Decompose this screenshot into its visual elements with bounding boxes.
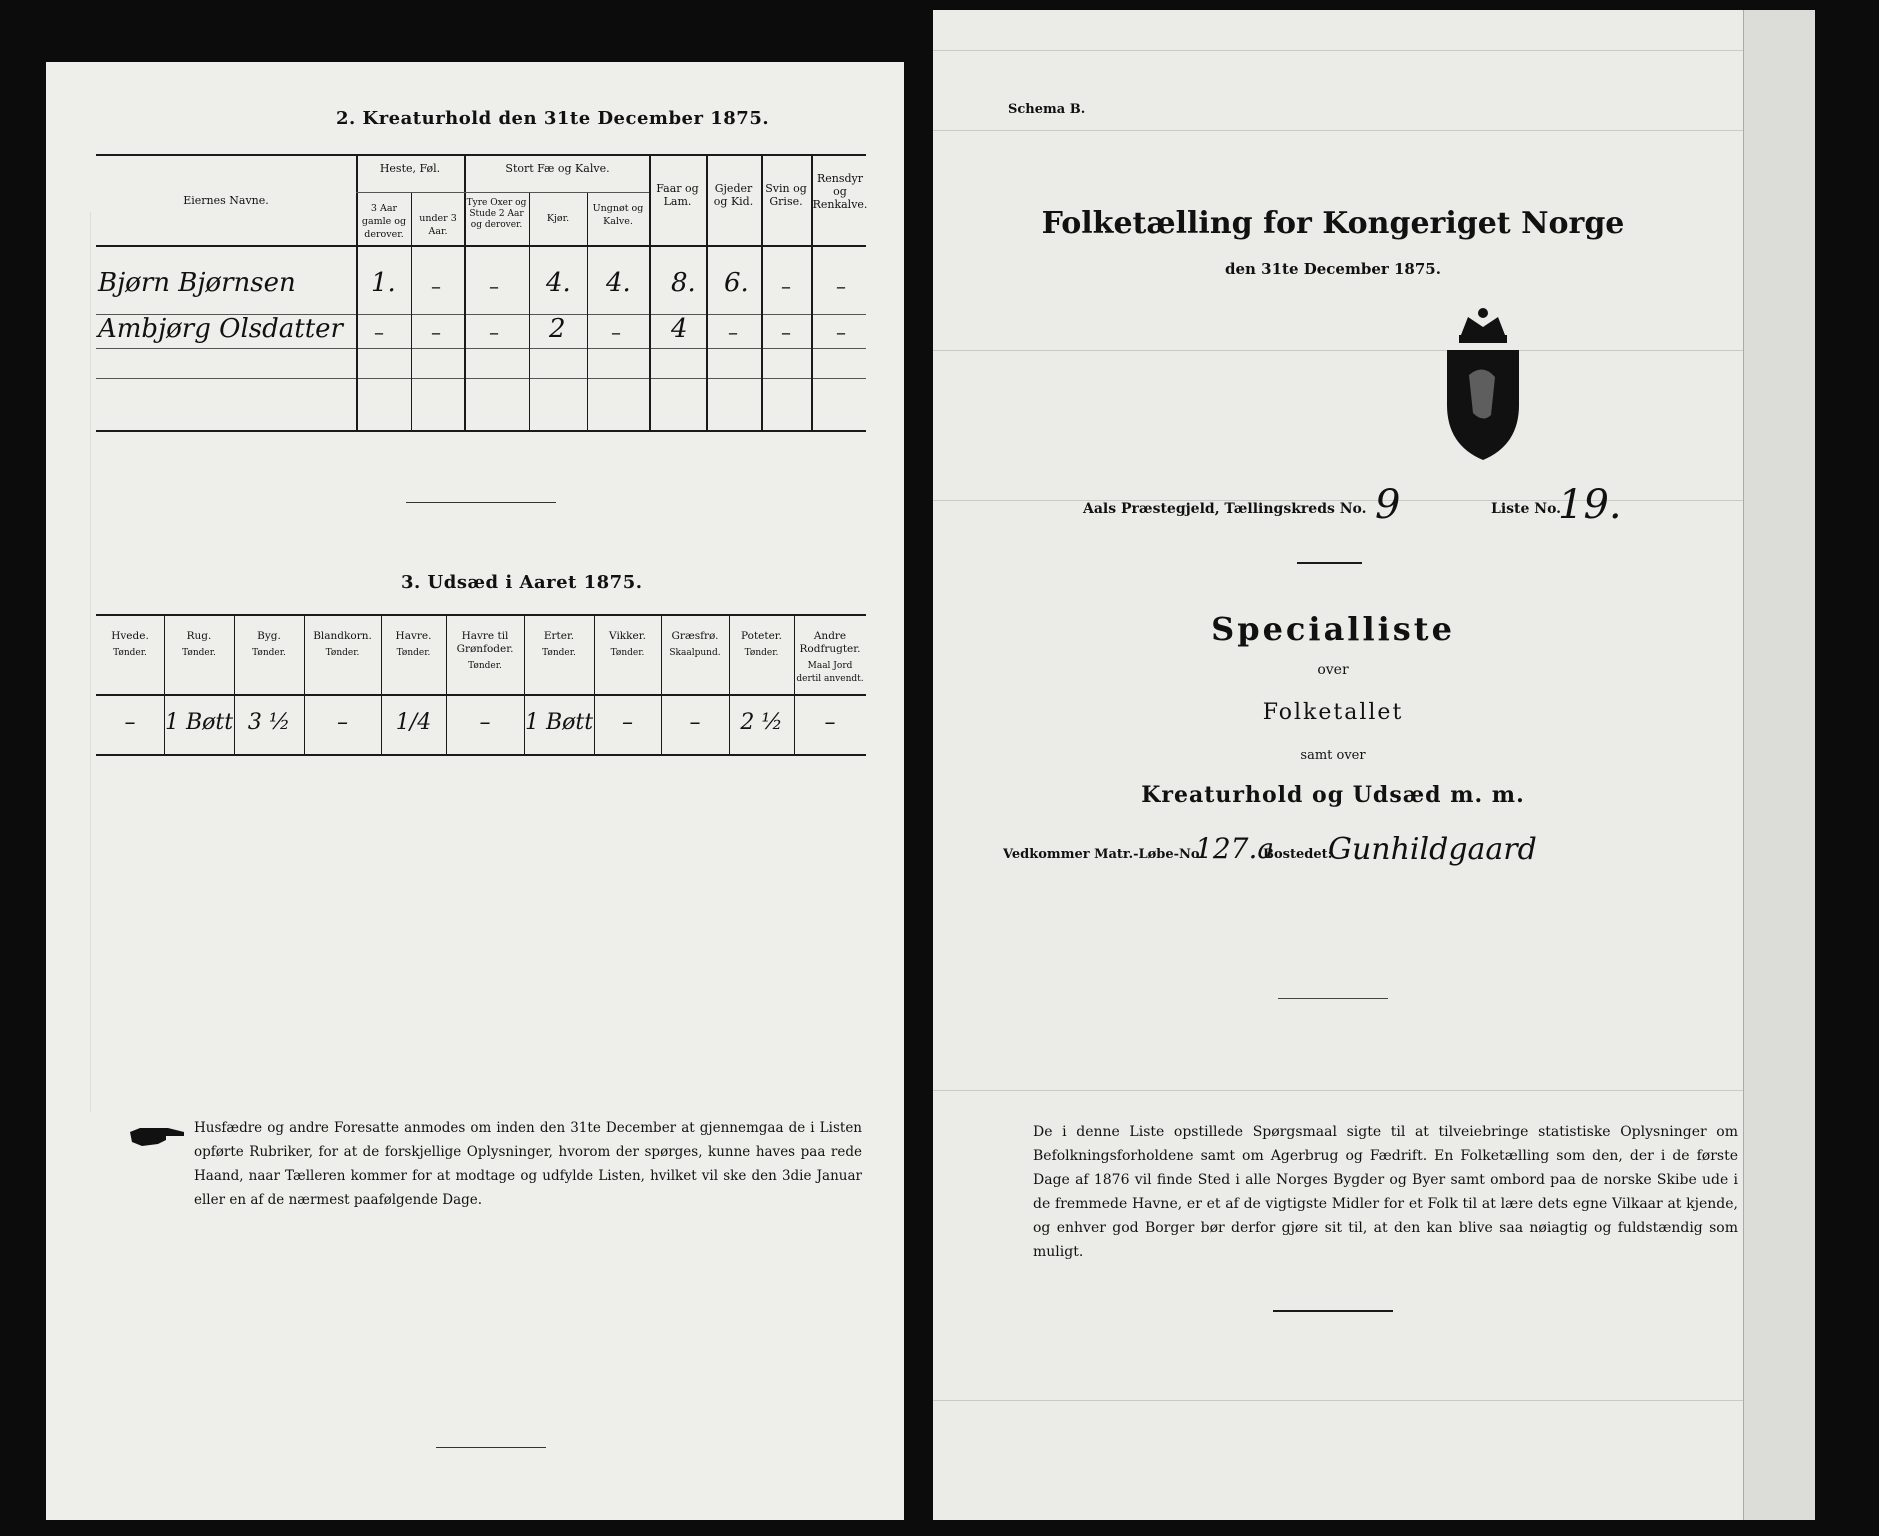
cell-rensdyr: – bbox=[836, 274, 846, 298]
table-col-rule bbox=[381, 614, 382, 754]
header-stort-b: Kjør. bbox=[546, 213, 570, 224]
table-rule bbox=[96, 154, 866, 156]
over-label: over bbox=[1317, 662, 1349, 678]
cell-svin: – bbox=[781, 320, 791, 344]
header-heste: Heste, Føl. bbox=[379, 162, 441, 175]
table-rule bbox=[96, 430, 866, 432]
crop-value: 2 ½ bbox=[740, 710, 783, 735]
table-col-rule bbox=[661, 614, 662, 754]
header-10 bbox=[794, 630, 866, 686]
header-0 bbox=[96, 630, 164, 660]
table-col-rule bbox=[529, 192, 530, 430]
header-9 bbox=[729, 630, 794, 660]
header-1 bbox=[164, 630, 234, 660]
cell-stort-a: – bbox=[489, 274, 499, 298]
crop-unit: Tønder. bbox=[468, 661, 502, 671]
cell-stort-b: 4. bbox=[546, 268, 571, 298]
section3-title: 3. Udsæd i Aaret 1875. bbox=[401, 572, 643, 593]
schema-label: Schema B. bbox=[1008, 102, 1086, 117]
left-page bbox=[46, 62, 904, 1520]
cell-heste-a: 1. bbox=[371, 268, 396, 298]
crop-unit: Tønder. bbox=[610, 648, 645, 658]
header-svin: Svin og Grise. bbox=[765, 182, 807, 208]
table-col-rule bbox=[729, 614, 730, 754]
crop-name: Blandkorn. bbox=[313, 630, 372, 642]
crop-value: – bbox=[479, 710, 491, 735]
ghost-rule bbox=[933, 350, 1815, 351]
header-heste-a: 3 Aar gamle og derover. bbox=[361, 203, 407, 240]
divider bbox=[1273, 1310, 1393, 1312]
table-col-rule bbox=[464, 154, 466, 430]
crop-value: 3 ½ bbox=[247, 710, 291, 735]
table-rule bbox=[96, 754, 866, 756]
crop-value: – bbox=[124, 710, 136, 735]
crop-value: – bbox=[824, 710, 836, 735]
ghost-rule bbox=[933, 1400, 1815, 1401]
ghost-rule bbox=[933, 50, 1815, 51]
table-col-rule bbox=[446, 614, 447, 754]
cell-stort-b: 2 bbox=[549, 314, 566, 344]
matr-number: 127.a bbox=[1195, 832, 1275, 865]
table-col-rule bbox=[524, 614, 525, 754]
crop-unit: Skaalpund. bbox=[669, 648, 721, 658]
table-col-rule bbox=[164, 614, 165, 754]
cell-gjeder: – bbox=[728, 320, 738, 344]
crop-unit: Tønder. bbox=[113, 648, 147, 658]
crop-value: – bbox=[689, 710, 701, 735]
cell-heste-a: – bbox=[374, 320, 384, 344]
crop-name: Havre til Grønfoder. bbox=[456, 630, 514, 655]
ghost-rule bbox=[933, 500, 1815, 501]
header-gjeder: Gjeder og Kid. bbox=[713, 182, 754, 208]
cell-heste-b: – bbox=[431, 274, 441, 298]
header-stort: Stort Fæ og Kalve. bbox=[505, 162, 610, 175]
ghost-rule bbox=[933, 1090, 1815, 1091]
crop-value: 1 Bøtt bbox=[164, 710, 234, 735]
table-rule bbox=[96, 245, 866, 247]
cell-faar: 4 bbox=[671, 314, 688, 344]
cell-gjeder: 6. bbox=[724, 268, 749, 298]
kreds-number: 9 bbox=[1375, 482, 1401, 528]
owner-name: Ambjørg Olsdatter bbox=[98, 314, 343, 344]
prestegjeld-label: Aals Præstegjeld, Tællingskreds No. bbox=[1083, 501, 1367, 517]
bostedet-value: Gunhildgaard bbox=[1328, 832, 1537, 867]
main-title: Folketælling for Kongeriget Norge bbox=[1041, 206, 1625, 241]
kreaturhold-label: Kreaturhold og Udsæd m. m. bbox=[1141, 782, 1525, 808]
section2-title: 2. Kreaturhold den 31te December 1875. bbox=[336, 108, 770, 129]
divider bbox=[406, 502, 556, 503]
header-stort-a: Tyre Oxer og Stude 2 Aar og derover. bbox=[466, 198, 527, 230]
header-5 bbox=[446, 630, 524, 673]
header-7 bbox=[594, 630, 661, 660]
crop-value: 1/4 bbox=[395, 710, 432, 735]
special-title: Specialliste bbox=[1211, 610, 1455, 648]
cell-stort-a: – bbox=[489, 320, 499, 344]
crop-unit: Tønder. bbox=[744, 648, 779, 658]
crop-name: Græsfrø. bbox=[671, 630, 719, 642]
table-col-rule bbox=[234, 614, 235, 754]
header-heste-b: under 3 Aar. bbox=[419, 213, 457, 237]
table-rule bbox=[356, 192, 649, 193]
crop-unit: Tønder. bbox=[396, 648, 431, 658]
notice-text: Husfædre og andre Foresatte anmodes om inden den 31te December at gjennemgaa de i Listen opførte Rubriker, for at de forskjellige Oplysninger, hvorom der spørges, kunne haves paa rede Haand, naar Tælleren kommer for at modtage og udfylde Listen, hvilket vil ske den 3die Januar eller en af de nærmest paafølgende Dage. bbox=[194, 1120, 862, 1208]
header-names: Eiernes Navne. bbox=[183, 194, 269, 207]
title-date: den 31te December 1875. bbox=[1225, 260, 1441, 278]
ghost-rule bbox=[933, 130, 1815, 131]
page-edge bbox=[1743, 10, 1815, 1520]
samt-over-label: samt over bbox=[1300, 748, 1366, 763]
matr-label: Vedkommer Matr.-Løbe-No. bbox=[1003, 847, 1204, 862]
cell-faar: 8. bbox=[671, 268, 696, 298]
bleed-through bbox=[50, 212, 91, 1112]
table-col-rule bbox=[356, 154, 358, 430]
crop-unit: Tønder. bbox=[325, 648, 360, 658]
bostedet-label: Bostedet: bbox=[1263, 847, 1333, 862]
crop-name: Byg. bbox=[257, 630, 281, 642]
crop-name: Andre Rodfrugter. bbox=[799, 630, 861, 655]
table-rule bbox=[96, 348, 866, 349]
header-rensdyr: Rensdyr og Renkalve. bbox=[812, 172, 868, 211]
crop-name: Poteter. bbox=[740, 630, 783, 642]
crop-value: – bbox=[337, 710, 348, 735]
crop-name: Hvede. bbox=[111, 630, 149, 642]
crop-name: Erter. bbox=[543, 630, 575, 642]
header-faar: Faar og Lam. bbox=[656, 182, 699, 208]
cell-stort-c: – bbox=[611, 320, 621, 344]
table-col-rule bbox=[594, 614, 595, 754]
header-2 bbox=[234, 630, 304, 660]
owner-name: Bjørn Bjørnsen bbox=[98, 268, 296, 298]
crop-unit: Maal Jord dertil anvendt. bbox=[796, 661, 864, 684]
crop-value: 1 Bøtt bbox=[524, 710, 594, 735]
norway-coat-of-arms-icon bbox=[1433, 305, 1533, 465]
divider bbox=[436, 1447, 546, 1448]
cell-heste-b: – bbox=[431, 320, 441, 344]
header-8 bbox=[661, 630, 729, 660]
divider bbox=[1278, 998, 1388, 999]
crop-unit: Tønder. bbox=[542, 648, 576, 658]
liste-label: Liste No. bbox=[1491, 501, 1562, 517]
header-stort-c: Ungnøt og Kalve. bbox=[592, 203, 644, 227]
table-col-rule bbox=[794, 614, 795, 754]
crop-value: – bbox=[622, 710, 633, 735]
header-4 bbox=[381, 630, 446, 660]
crop-unit: Tønder. bbox=[252, 648, 286, 658]
pointing-hand-icon bbox=[128, 1122, 188, 1150]
cell-svin: – bbox=[781, 274, 791, 298]
cell-rensdyr: – bbox=[836, 320, 846, 344]
crop-name: Vikker. bbox=[609, 630, 646, 642]
crop-name: Rug. bbox=[186, 630, 212, 642]
divider bbox=[1297, 562, 1362, 564]
folketallet-label: Folketallet bbox=[1262, 700, 1404, 725]
cell-stort-c: 4. bbox=[606, 268, 631, 298]
table-rule bbox=[96, 694, 866, 696]
table-col-rule bbox=[304, 614, 305, 754]
crop-unit: Tønder. bbox=[182, 648, 216, 658]
footnote-text: De i denne Liste opstillede Spørgsmaal sigte til at tilveiebringe statistiske Oplysninger om Befolkningsforholdene samt om Agerbrug og Fædrift. En Folketælling som den, der i de første Dage af 1876 vil finde Sted i alle Norges Bygder og Byer samt ombord paa de norske Skibe ude i de fremmede Havne, er et af de vigtigste Midler for et Folk til at lære dets egne Vilkaar at kjende, og enhver god Borger bør derfor gjøre sit til, at den kan blive saa nøiagtig og fuldstændig som muligt. bbox=[1033, 1124, 1738, 1260]
crop-name: Havre. bbox=[395, 630, 432, 642]
header-3 bbox=[304, 630, 381, 660]
header-6 bbox=[524, 630, 594, 660]
right-page bbox=[933, 10, 1815, 1520]
table-rule bbox=[96, 614, 866, 616]
table-rule bbox=[96, 378, 866, 379]
liste-number: 19. bbox=[1558, 482, 1622, 528]
